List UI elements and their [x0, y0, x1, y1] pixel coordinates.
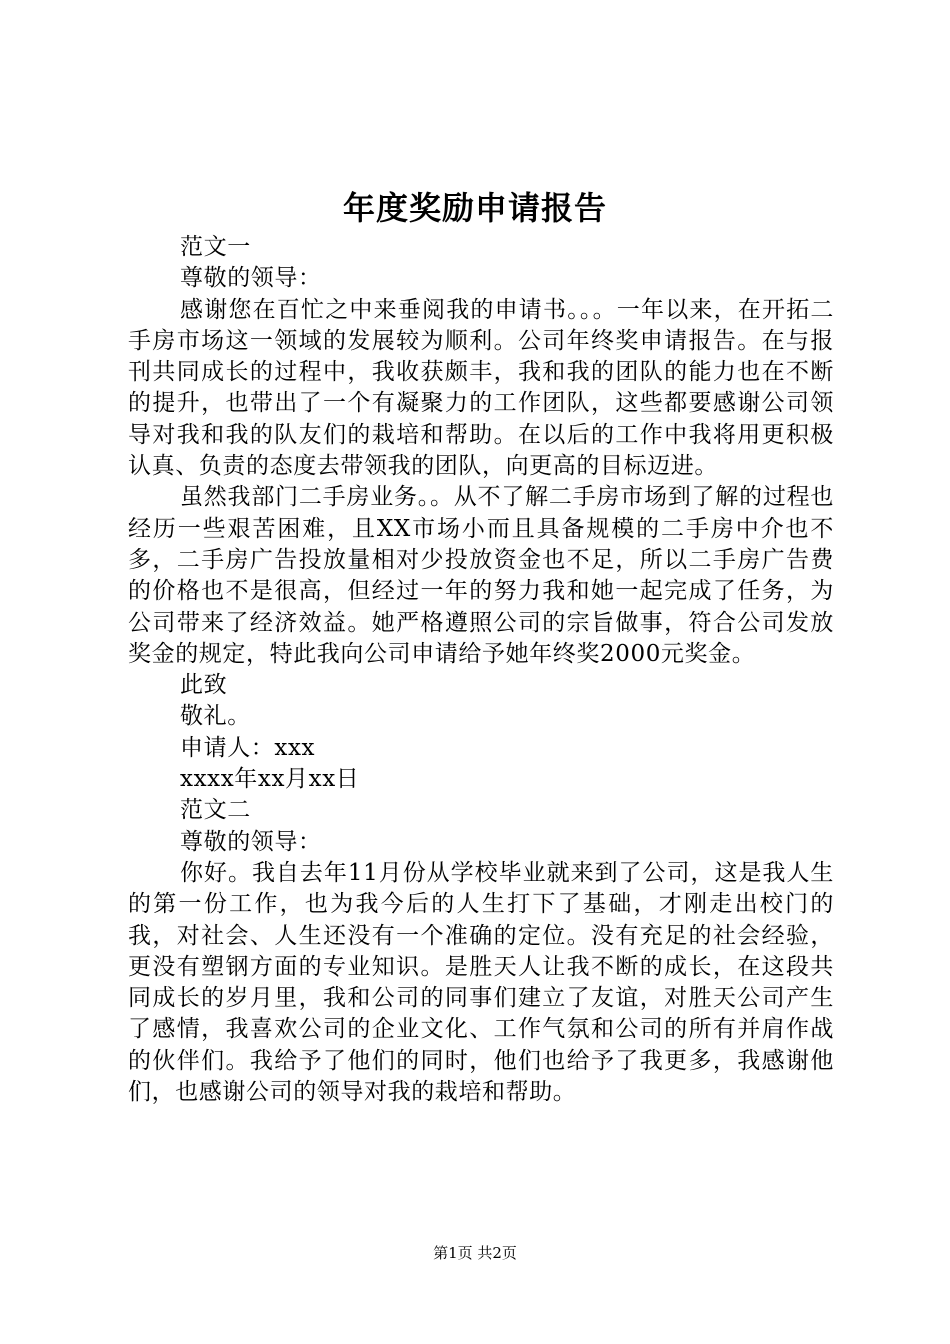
- applicant-line: 申请人：xxx: [180, 734, 316, 761]
- body-paragraph: 虽然我部门二手房业务。。从不了解二手房市场到了解的过程也经历一些艰苦困难，且XX市场小而且具备规模的二手房中介也不多，二手房广告投放量相对少投放资金也不足，所以二手房广告费的价格也不是很高，但经过一年的努力我和她一起完成了任务，为公司带来了经济效益。她严格遵照公司的宗旨做事，符合公司发放奖金的规定，特此我向公司申请给予她年终奖2000元奖金。: [128, 484, 834, 667]
- salutation: 尊敬的领导：: [180, 265, 322, 292]
- document-body: [128, 232, 834, 1108]
- closing-line: 此致: [180, 672, 228, 699]
- date-line: xxxx年xx月xx日: [180, 766, 360, 793]
- document-title: 年度奖励申请报告: [342, 189, 607, 227]
- closing-salute: 敬礼。: [180, 703, 251, 730]
- sample-one-heading: 范文一: [180, 234, 251, 260]
- body-paragraph: 你好。我自去年11月份从学校毕业就来到了公司，这是我人生的第一份工作，也为我今后的人生打下了基础，才刚走出校门的我，对社会、人生还没有一个准确的定位。没有充足的社会经验，更没有塑钢方面的专业知识。是胜天人让我不断的成长，在这段共同成长的岁月里，我和公司的同事们建立了友谊，对胜天公司产生了感情，我喜欢公司的企业文化、工作气氛和公司的所有并肩作战的伙伴们。我给予了他们的同时，他们也给予了我更多，我感谢他们，也感谢公司的领导对我的栽培和帮助。: [128, 859, 834, 1106]
- sample-two-heading: 范文二: [180, 797, 251, 824]
- body-paragraph: 感谢您在百忙之中来垂阅我的申请书。。。一年以来，在开拓二手房市场这一领域的发展较为顺利。公司年终奖申请报告。在与报刊共同成长的过程中，我收获颇丰，我和我的团队的能力也在不断的提升，也带出了一个有凝聚力的工作团队，这些都要感谢公司领导对我和我的队友们的栽培和帮助。在以后的工作中我将用更积极认真、负责的态度去带领我的团队，向更高的目标迈进。: [128, 296, 834, 480]
- salutation: 尊敬的领导：: [180, 828, 322, 855]
- page-number: 第1页 共2页: [433, 1244, 517, 1262]
